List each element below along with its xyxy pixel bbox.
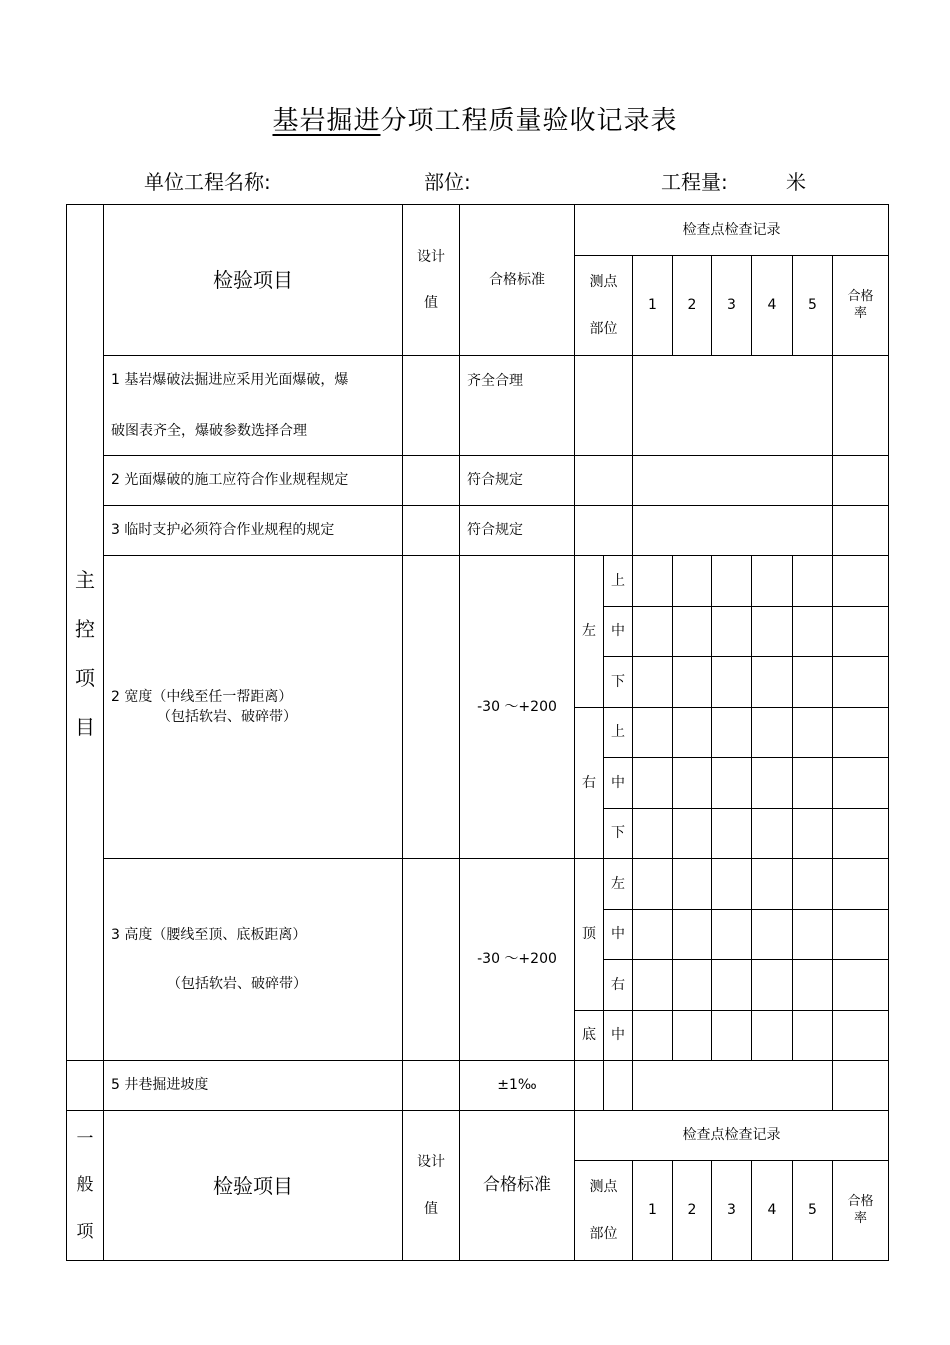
- record-cell: [672, 909, 711, 960]
- rate-cell: [832, 959, 889, 1010]
- point-group-1: 右: [574, 707, 603, 859]
- record-cell: [792, 707, 832, 758]
- record-cell: [632, 1010, 672, 1061]
- record-cell: [632, 606, 672, 657]
- row-item: [103, 355, 402, 455]
- record-cell: [632, 656, 672, 707]
- cell-line: 设计: [417, 1154, 445, 1171]
- record-cell: [632, 555, 672, 606]
- title-underlined: 基岩掘进: [272, 106, 381, 136]
- record-cell: [792, 757, 832, 808]
- record-cell: [792, 555, 832, 606]
- point-sub: 中: [603, 606, 632, 657]
- record-cell: [632, 858, 672, 909]
- cell-line: 值: [424, 295, 438, 311]
- cell-line: 设计: [417, 248, 445, 265]
- row-standard: -30 ～+200: [459, 555, 574, 858]
- header-col-2: 2: [672, 255, 711, 355]
- cell-line: （包括软岩、破碎带）: [157, 709, 297, 725]
- cell-line: 率: [853, 1210, 867, 1226]
- cell-line: 破图表齐全，爆破参数选择合理: [111, 422, 307, 439]
- general-header-col-2: 2: [672, 1160, 711, 1261]
- rate-cell: [832, 707, 889, 758]
- title-rest: 分项工程质量验收记录表: [380, 106, 678, 136]
- row-point: [574, 505, 632, 555]
- general-header-item: 检验项目: [103, 1110, 402, 1261]
- record-cell: [711, 757, 751, 808]
- general-header-point: [574, 1160, 632, 1261]
- general-header-col-5: 5: [792, 1160, 832, 1261]
- header-point: [574, 255, 632, 355]
- record-cell: [711, 555, 751, 606]
- row-record: [632, 1060, 832, 1110]
- record-cell: [751, 959, 792, 1010]
- section-char: 般: [76, 1175, 94, 1196]
- header-col-3: 3: [711, 255, 751, 355]
- general-header-col-1: 1: [632, 1160, 672, 1261]
- general-header-col-4: 4: [751, 1160, 792, 1261]
- row-record: [632, 355, 832, 455]
- point-sub: 中: [603, 757, 632, 808]
- general-header-col-3: 3: [711, 1160, 751, 1261]
- record-cell: [751, 757, 792, 808]
- section-general: [66, 1110, 103, 1261]
- point-sub: 中: [603, 1010, 632, 1061]
- record-cell: [672, 707, 711, 758]
- point-sub: 左: [603, 858, 632, 909]
- record-cell: [751, 606, 792, 657]
- rate-cell: [832, 909, 889, 960]
- header-col-4: 4: [751, 255, 792, 355]
- row-design: [402, 455, 459, 505]
- point-sub: 上: [603, 707, 632, 758]
- record-cell: [751, 808, 792, 859]
- point-sub: 右: [603, 959, 632, 1010]
- record-cell: [672, 1010, 711, 1061]
- record-cell: [751, 707, 792, 758]
- row-item: 5 井巷掘进坡度: [103, 1060, 402, 1110]
- section-char: 项: [76, 1221, 94, 1242]
- record-cell: [632, 707, 672, 758]
- header-record: 检查点检查记录: [574, 204, 889, 255]
- record-cell: [792, 858, 832, 909]
- section-char: 控: [75, 617, 95, 641]
- header-design: [402, 204, 459, 355]
- cell-line: 合格: [847, 1193, 874, 1209]
- record-cell: [672, 656, 711, 707]
- record-cell: [711, 808, 751, 859]
- general-header-design: [402, 1110, 459, 1261]
- record-cell: [672, 757, 711, 808]
- record-cell: [792, 1010, 832, 1061]
- row-standard: ±1‰: [459, 1060, 574, 1110]
- cell-line: 2 宽度（中线至任一帮距离）: [111, 688, 293, 705]
- point-sub: 中: [603, 909, 632, 960]
- record-cell: [751, 555, 792, 606]
- point-sub: 上: [603, 555, 632, 606]
- point-sub: 下: [603, 808, 632, 859]
- record-cell: [711, 707, 751, 758]
- header-rate: [832, 255, 889, 355]
- general-header-standard: 合格标准: [459, 1110, 574, 1261]
- row-standard: -30 ～+200: [459, 858, 574, 1060]
- record-cell: [711, 606, 751, 657]
- row-item: 3 临时支护必须符合作业规程的规定: [103, 505, 402, 555]
- record-cell: [711, 1010, 751, 1061]
- row-item: 2 光面爆破的施工应符合作业规程规定: [103, 455, 402, 505]
- cell-line: 部位: [589, 320, 618, 337]
- quantity-unit: 米: [786, 170, 806, 194]
- record-cell: [792, 959, 832, 1010]
- row-record: [632, 505, 832, 555]
- record-cell: [632, 808, 672, 859]
- general-header-record: 检查点检查记录: [574, 1110, 889, 1160]
- header-standard: 合格标准: [459, 204, 574, 355]
- row-item: [103, 858, 402, 1060]
- point-group-0: 左: [574, 555, 603, 707]
- record-cell: [751, 656, 792, 707]
- section-char: 目: [75, 715, 95, 739]
- row-point: [574, 355, 632, 455]
- cell-line: 1 基岩爆破法掘进应采用光面爆破，爆: [111, 372, 349, 389]
- point-group-0: 顶: [574, 858, 603, 1010]
- section-char: 主: [75, 568, 95, 592]
- rate-cell: [832, 555, 889, 606]
- rate-cell: [832, 656, 889, 707]
- row-rate: [832, 1060, 889, 1110]
- record-cell: [792, 606, 832, 657]
- rate-cell: [832, 1010, 889, 1061]
- rate-cell: [832, 858, 889, 909]
- record-cell: [751, 909, 792, 960]
- header-col-1: 1: [632, 255, 672, 355]
- row-record: [632, 455, 832, 505]
- record-cell: [632, 909, 672, 960]
- header-col-5: 5: [792, 255, 832, 355]
- header-item: 检验项目: [103, 204, 402, 355]
- record-cell: [632, 959, 672, 1010]
- record-cell: [672, 606, 711, 657]
- cell-line: 3 高度（腰线至顶、底板距离）: [111, 927, 307, 944]
- record-cell: [751, 858, 792, 909]
- record-cell: [792, 656, 832, 707]
- row-point: [574, 455, 632, 505]
- record-cell: [672, 555, 711, 606]
- record-cell: [792, 909, 832, 960]
- section-char: 项: [75, 666, 95, 690]
- record-cell: [672, 858, 711, 909]
- cell-line: 部位: [589, 1225, 618, 1242]
- section-char: 一: [76, 1129, 94, 1150]
- row-design: [402, 1060, 459, 1110]
- rate-cell: [832, 606, 889, 657]
- row-design: [402, 858, 459, 1060]
- row-rate: [832, 505, 889, 555]
- cell-line: 值: [424, 1200, 438, 1217]
- row-standard: 符合规定: [459, 455, 574, 505]
- general-header-rate: [832, 1160, 889, 1261]
- record-cell: [711, 909, 751, 960]
- row-point: [574, 1060, 603, 1110]
- row-design: [402, 355, 459, 455]
- cell-line: 测点: [589, 1179, 618, 1196]
- row-standard: 齐全合理: [459, 355, 574, 455]
- point-group-1: 底: [574, 1010, 603, 1061]
- quantity-label: 工程量:: [661, 170, 728, 194]
- rate-cell: [832, 757, 889, 808]
- point-sub: 下: [603, 656, 632, 707]
- record-cell: [632, 757, 672, 808]
- page-title: [0, 100, 950, 137]
- cell-line: （包括软岩、破碎带）: [167, 975, 307, 992]
- row-rate: [832, 455, 889, 505]
- record-cell: [711, 858, 751, 909]
- record-cell: [792, 808, 832, 859]
- cell-line: 率: [853, 305, 867, 321]
- row-rate: [832, 355, 889, 455]
- record-cell: [751, 1010, 792, 1061]
- record-cell: [672, 959, 711, 1010]
- cell-line: 合格: [847, 288, 874, 304]
- part-label: 部位:: [424, 170, 471, 194]
- record-cell: [711, 656, 751, 707]
- record-cell: [711, 959, 751, 1010]
- row-point-sub: [603, 1060, 632, 1110]
- row-design: [402, 505, 459, 555]
- row-standard: 符合规定: [459, 505, 574, 555]
- cell-line: 测点: [589, 274, 618, 291]
- rate-cell: [832, 808, 889, 859]
- unit-name-label: 单位工程名称:: [144, 170, 271, 194]
- row-design: [402, 555, 459, 858]
- record-cell: [672, 808, 711, 859]
- section-blank: [66, 1060, 103, 1110]
- section-main-control: [66, 204, 103, 1060]
- row-item: [103, 555, 402, 858]
